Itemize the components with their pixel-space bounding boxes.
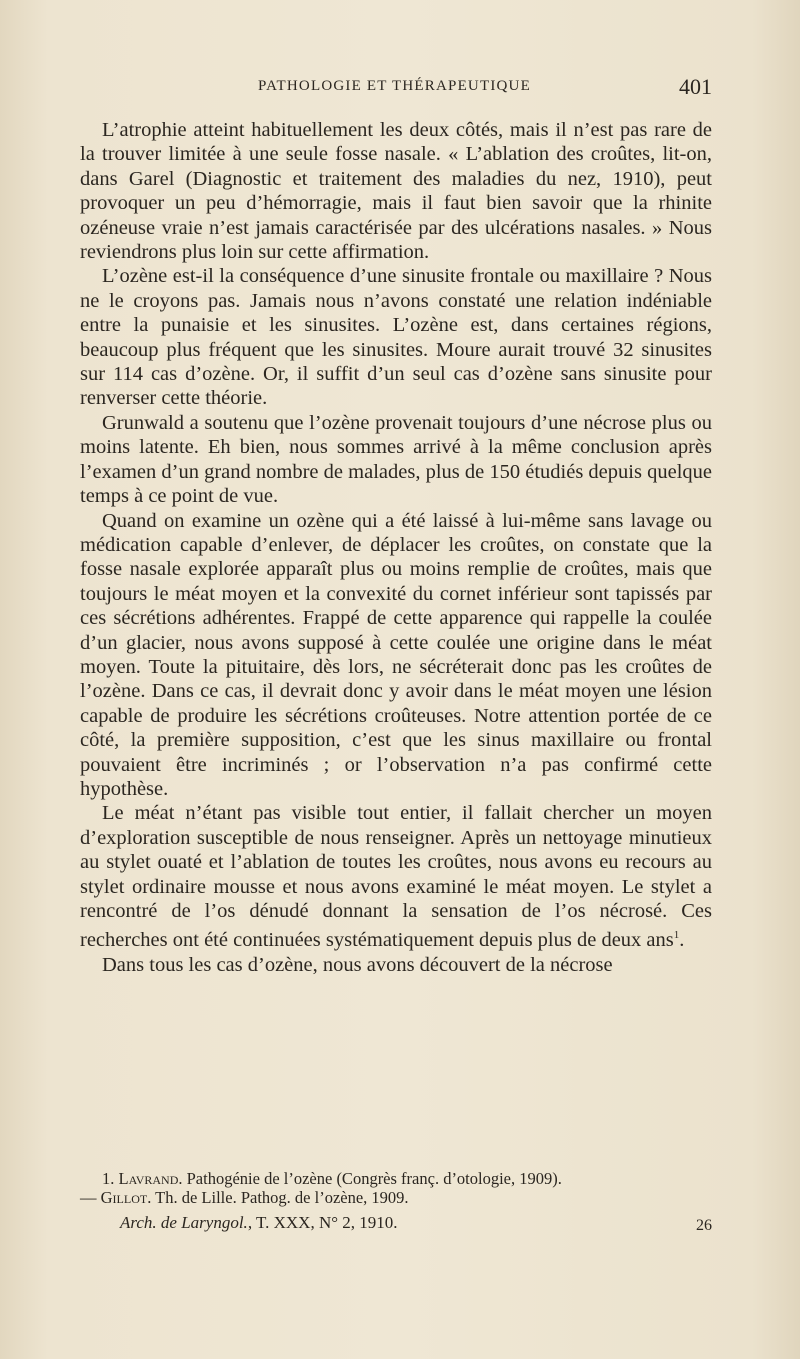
footnote-author-lavrand: Lavrand.: [118, 1169, 183, 1188]
journal-title: Arch. de Laryngol.: [120, 1213, 248, 1232]
footnote-line-1: [80, 1169, 712, 1188]
footnotes: [80, 1169, 712, 1207]
footnote-dash: —: [80, 1188, 97, 1207]
paragraph-sinusite: L’ozène est-il la conséquence d’une sinusite frontale ou maxillaire ? Nous ne le croyons pas. Jamais nous n’avons constaté une relation indéniable entre la punaisie et les sinusites. L’ozène est, dans certaines régions, beaucoup plus fréquent que les sinusites. Moure aurait trouvé 32 sinusites sur 114 cas d’ozène. Or, il suffit d’un seul cas d’ozène sans sinusite pour renverser cette théorie.: [80, 265, 712, 410]
journal-details: , T. XXX, N° 2, 1910.: [247, 1213, 398, 1232]
page-number: 401: [679, 74, 712, 99]
paragraph-necrose: Dans tous les cas d’ozène, nous avons découvert de la nécrose: [102, 953, 613, 976]
page-header: [80, 76, 712, 106]
footnote-reference: 1: [673, 929, 680, 942]
body-text: [80, 118, 712, 977]
paragraph-grunwald: Grunwald a soutenu que l’ozène provenait toujours d’une nécrose plus ou moins latente. Eh bien, nous sommes arrivé à la même conclusion après l’examen d’un grand nombre de malades, plus de 150 étudiés depuis quelque temps à ce point de vue.: [80, 411, 712, 508]
paragraph-examen: Quand on examine un ozène qui a été laissé à lui-même sans lavage ou médication capable d’enlever, de déplacer les croûtes, on constate que la fosse nasale explorée apparaît plus ou moins remplie de croûtes, mais que toujours le méat moyen et la convexité du cornet inférieur sont tapissés par ces sécrétions adhérentes. Frappé de cette apparence qui rappelle la coulée d’un glacier, nous avons supposé à cette coulée une origine dans le méat moyen. Toute la pituitaire, dès lors, ne sécréterait donc pas les croûtes de l’ozène. Dans ce cas, il devrait donc y avoir dans le méat moyen une lésion capable de produire les sécrétions croûteuses. Notre attention portée de ce côté, la première supposition, c’est que les sinus maxillaire ou frontal pouvaient être incriminés ; or l’observation n’a pas confirmé cette hypothèse.: [80, 509, 712, 800]
paragraph-atrophie: L’atrophie atteint habituellement les deux côtés, mais il n’est pas rare de la trouver limitée à une seule fosse nasale. « L’ablation des croûtes, lit-on, dans Garel (Diagnostic et traitement des maladies du nez, 1910), peut provoquer un peu d’hémorragie, mais il faut bien savoir que la rhinite ozéneuse vraie n’est jamais caractérisée par des ulcérations nasales. » Nous reviendrons plus loin sur cette affirmation.: [80, 119, 712, 264]
sheet-number: 26: [696, 1217, 712, 1234]
running-title: PATHOLOGIE ET THÉRAPEUTIQUE: [258, 78, 531, 94]
footnote-text-1: Pathogénie de l’ozène (Congrès franç. d’otologie, 1909).: [186, 1169, 562, 1188]
footnote-text-2: Th. de Lille. Pathog. de l’ozène, 1909.: [155, 1188, 409, 1207]
footnote-line-2: [80, 1188, 712, 1207]
paragraph-meat: Le méat n’étant pas visible tout entier, il fallait chercher un moyen d’exploration susceptible de nous renseigner. Après un nettoyage minutieux au stylet ouaté et l’ablation de toutes les croûtes, nous avons eu recours au stylet ordinaire mousse et nous avons examiné le méat moyen. Le stylet a rencontré de l’os dénudé donnant la sensation de l’os nécrosé. Ces recherches ont été continuées systématiquement depuis plus de deux ans$^1$.: [80, 802, 712, 952]
footnote-marker: 1.: [102, 1169, 115, 1188]
paragraph-meat-text: Le méat n’étant pas visible tout entier, il fallait chercher un moyen d’exploration susceptible de nous renseigner. Après un nettoyage minutieux au stylet ouaté et l’ablation de toutes les croûtes, nous avons eu recours au stylet ordinaire mousse et nous avons examiné le méat moyen. Le stylet a rencontré de l’os dénudé donnant la sensation de l’os nécrosé. Ces recherches ont été continuées systématiquement depuis plus de deux ans: [80, 802, 712, 952]
printer-signature: [120, 1213, 712, 1233]
footnote-author-gillot: Gillot.: [100, 1188, 152, 1207]
